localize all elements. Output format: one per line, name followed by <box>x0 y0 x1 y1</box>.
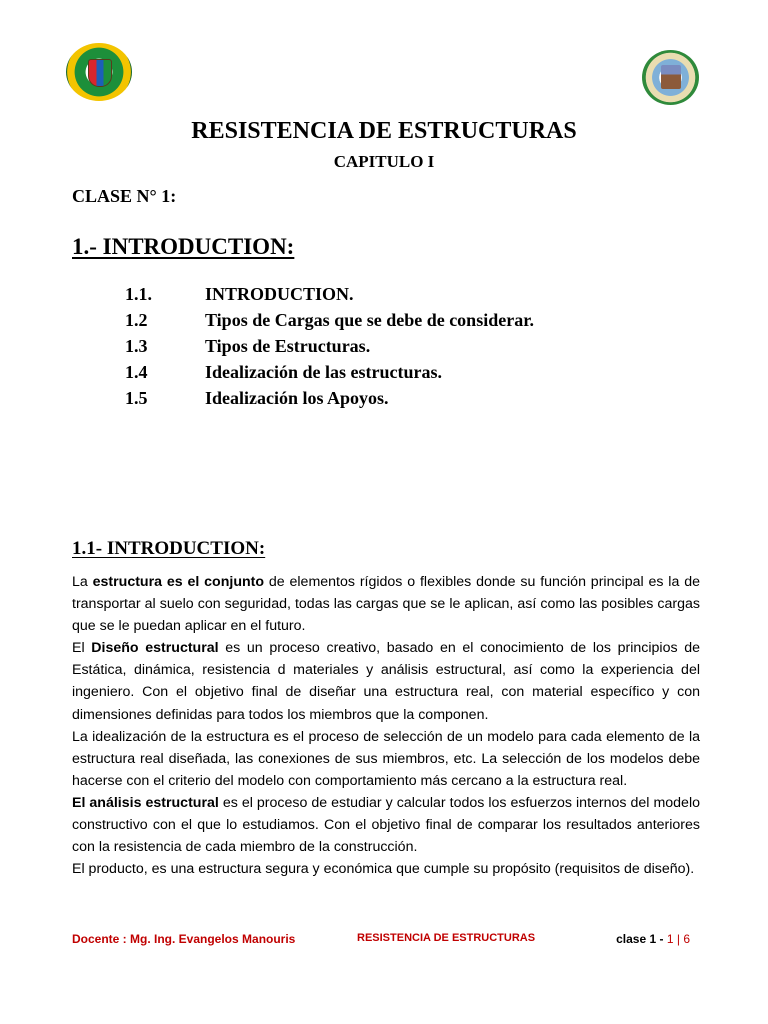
toc-item-text: Tipos de Cargas que se debe de considerar. <box>205 310 535 330</box>
paragraph <box>72 637 700 725</box>
toc-item-number: 1.2 <box>125 310 148 330</box>
introduction-heading: 1.- INTRODUCTION: <box>72 234 295 259</box>
toc-item <box>125 307 534 333</box>
document-title: RESISTENCIA DE ESTRUCTURAS <box>191 118 577 144</box>
paragraph-emphasis: estructura es el conjunto <box>92 574 265 590</box>
paragraph-text: es un proceso creativo, basado en el conocimiento de los principios de Estática, dinámica, resistencia d materiales y análisis estructural, así como la experiencia del ingeniero. Con el objetivo final de diseñar una estructura real, con material específico y con dimensiones definidas para todos los miembros que la componen. <box>72 640 700 723</box>
section-heading: 1.1- INTRODUCTION: <box>72 538 266 559</box>
paragraph <box>72 571 700 637</box>
paragraph-text: La idealización de la estructura es el proceso de selección de un modelo para cada elemento de la estructura real diseñada, las conexiones de sus miembros, etc. La selección de los modelos debe hacerse con el criterio del modelo con comportamiento más cercano a la estructura real. <box>72 728 700 789</box>
toc-item-text: INTRODUCTION. <box>205 284 354 304</box>
paragraph-text: es el proceso de estudiar y calcular todos los esfuerzos internos del modelo constructivo con el que lo estudiamos. Con el objetivo final de comparar los resultados anteriores con la resistencia de cada miembro de la construcción. <box>72 794 700 856</box>
footer-separator: | <box>676 932 680 946</box>
toc-item <box>125 281 534 307</box>
toc-item-number: 1.5 <box>125 388 148 408</box>
toc-item-number: 1.1. <box>125 284 152 304</box>
footer-class-label: clase 1 - <box>616 932 664 946</box>
toc-item-number: 1.4 <box>125 362 148 382</box>
footer-author: Docente : Mg. Ing. Evangelos Manouris <box>72 932 296 946</box>
table-of-contents <box>125 281 534 411</box>
toc-item-text: Idealización de las estructuras. <box>205 362 442 382</box>
building-icon <box>661 65 681 89</box>
paragraph-lead: La <box>72 574 93 590</box>
toc-item <box>125 333 534 359</box>
paragraph <box>72 792 700 858</box>
chapter-subtitle: CAPITULO I <box>333 152 435 171</box>
toc-item <box>125 359 534 385</box>
paragraph-text: El producto, es una estructura segura y económica que cumple su propósito (requisitos de diseño). <box>72 861 695 878</box>
paragraph-lead: El <box>72 640 92 657</box>
university-shield-icon <box>88 59 112 87</box>
page-footer <box>72 932 700 950</box>
toc-item <box>125 385 534 411</box>
class-number-label: CLASE N° 1: <box>72 186 177 206</box>
paragraph <box>72 726 700 792</box>
paragraph-text: de elementos rígidos o flexibles donde su función principal es la de transportar al suelo con seguridad, todas las cargas que se le aplican, así como las posibles cargas que se le puedan aplicar en el futuro. <box>72 574 700 635</box>
toc-item-number: 1.3 <box>125 336 148 356</box>
university-logo <box>66 43 132 101</box>
career-logo <box>642 50 699 105</box>
paragraph <box>72 858 700 880</box>
paragraph-emphasis: El análisis estructural <box>72 794 219 811</box>
body-text <box>72 571 700 880</box>
toc-item-text: Idealización los Apoyos. <box>205 388 389 408</box>
footer-page-number: 1 <box>666 932 674 946</box>
footer-document-title: RESISTENCIA DE ESTRUCTURAS <box>357 932 536 944</box>
footer-page-info <box>616 932 690 946</box>
footer-total-pages: 6 <box>683 932 690 946</box>
paragraph-emphasis: Diseño estructural <box>91 640 219 657</box>
toc-item-text: Tipos de Estructuras. <box>205 336 371 356</box>
